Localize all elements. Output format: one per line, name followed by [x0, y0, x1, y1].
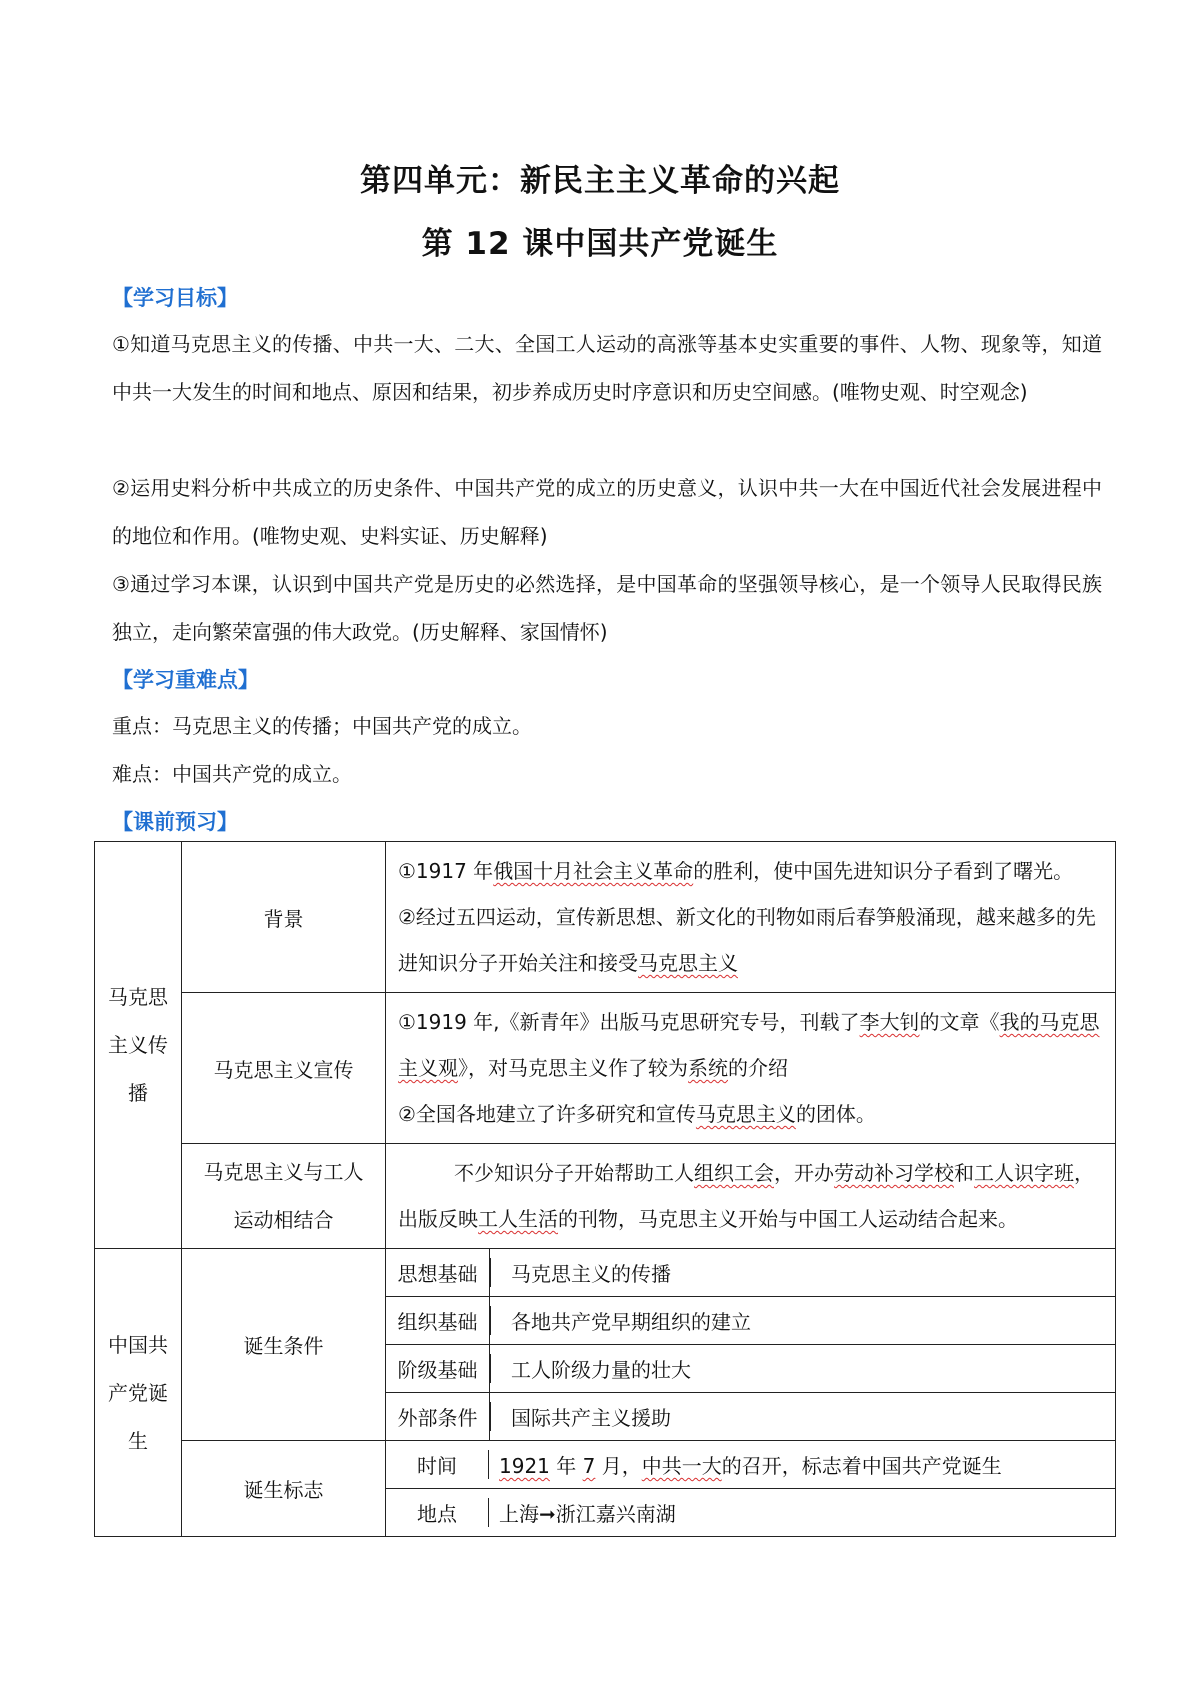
sign-time-value: 1921 年 7 月，中共一大的召开，标志着中国共产党诞生: [499, 1454, 1002, 1478]
condition-key-3: 阶级基础: [386, 1345, 490, 1393]
key-point-text: 重点：马克思主义的传播；中国共产党的成立。: [112, 714, 532, 738]
propaganda-line-2: ②全国各地建立了许多研究和宣传马克思主义的团体。: [398, 1102, 876, 1126]
goal-item-3: ③通过学习本课，认识到中国共产党是历史的必然选择，是中国革命的坚强领导核心，是一个领导人民取得民族独立，走向繁荣富强的伟大政党。(历史解释、家国情怀): [112, 572, 1102, 644]
condition-row-4: [490, 1393, 1116, 1441]
sign-place-key: 地点: [386, 1498, 489, 1527]
background-line-2: ②经过五四运动，宣传新思想、新文化的刊物如雨后春笋般涌现，越来越多的先进知识分子开始关注和接受马克思主义: [398, 905, 1096, 975]
condition-value-2: 各地共产党早期组织的建立: [511, 1310, 751, 1334]
condition-row-2: [490, 1297, 1116, 1345]
unit-title: 第四单元：新民主主义革命的兴起: [360, 163, 840, 199]
difficult-point-text: 难点：中国共产党的成立。: [112, 762, 352, 786]
category-party-birth: 中国共产党诞生: [95, 1249, 182, 1537]
goal-item-1: ①知道马克思主义的传播、中共一大、二大、全国工人运动的高涨等基本史实重要的事件、人物、现象等，知道中共一大发生的时间和地点、原因和结果，初步养成历史时序意识和历史空间感。(唯物史观、时空观念): [112, 332, 1102, 404]
condition-row-3: [490, 1345, 1116, 1393]
condition-key-2: 组织基础: [386, 1297, 490, 1345]
sign-time-key: 时间: [386, 1450, 489, 1479]
condition-key-4: 外部条件: [386, 1393, 490, 1441]
lesson-title: 第 12 课中国共产党诞生: [421, 226, 779, 262]
propaganda-line-1: ①1919 年,《新青年》出版马克思研究专号，刊载了李大钊的文章《我的马克思主义观》，对马克思主义作了较为系统的介绍: [398, 1010, 1100, 1080]
row-label-conditions: 诞生条件: [182, 1249, 386, 1441]
sign-time-row: [386, 1441, 1116, 1489]
row-label-sign: 诞生标志: [182, 1441, 386, 1537]
sign-place-row: [386, 1489, 1116, 1537]
goal-item-2: ②运用史料分析中共成立的历史条件、中国共产党的成立的历史意义，认识中共一大在中国近代社会发展进程中的地位和作用。(唯物史观、史料实证、历史解释): [112, 476, 1102, 548]
sign-place-value: 上海➞浙江嘉兴南湖: [499, 1502, 676, 1526]
background-line-1: ①1917 年俄国十月社会主义革命的胜利，使中国先进知识分子看到了曙光。: [398, 859, 1074, 883]
row-label-combination: 马克思主义与工人运动相结合: [182, 1144, 386, 1249]
category-marxism-spread: 马克思主义传播: [95, 842, 182, 1249]
condition-row-1: [490, 1249, 1116, 1297]
preview-table: [94, 841, 1116, 1537]
condition-key-1: 思想基础: [386, 1249, 490, 1297]
background-content: [386, 842, 1116, 993]
condition-value-4: 国际共产主义援助: [511, 1406, 671, 1430]
combination-line: 不少知识分子开始帮助工人组织工会，开办劳动补习学校和工人识字班，出版反映工人生活的刊物，马克思主义开始与中国工人运动结合起来。: [398, 1161, 1094, 1231]
preview-heading: 【课前预习】: [112, 810, 238, 834]
goals-heading: 【学习目标】: [112, 286, 238, 310]
combination-content: [386, 1144, 1116, 1249]
condition-value-1: 马克思主义的传播: [511, 1262, 671, 1286]
row-label-background: 背景: [182, 842, 386, 993]
row-label-propaganda: 马克思主义宣传: [182, 993, 386, 1144]
condition-value-3: 工人阶级力量的壮大: [511, 1358, 691, 1382]
propaganda-content: [386, 993, 1116, 1144]
key-points-heading: 【学习重难点】: [112, 668, 259, 692]
